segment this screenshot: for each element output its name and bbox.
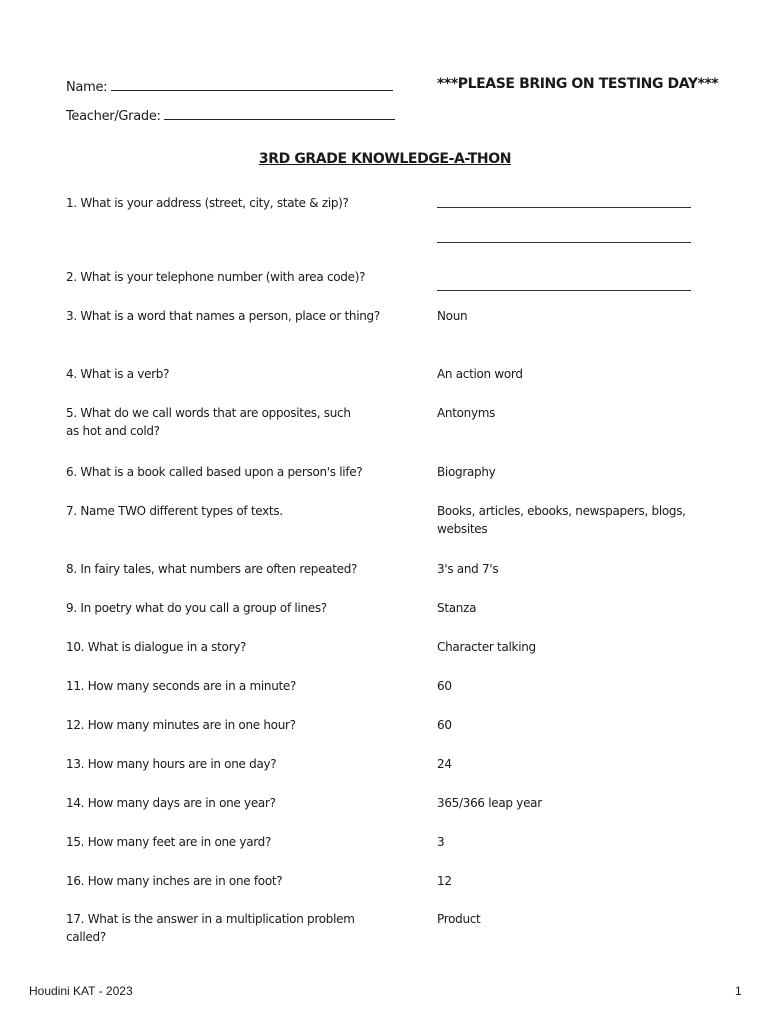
question-4: 4. What is a verb? — [66, 367, 170, 381]
answer-line-telephone[interactable] — [437, 290, 691, 291]
answer-6: Biography — [437, 465, 496, 479]
question-6: 6. What is a book called based upon a person's life? — [66, 465, 363, 479]
answer-4: An action word — [437, 367, 523, 381]
answer-3: Noun — [437, 309, 468, 323]
question-2: 2. What is your telephone number (with area code)? — [66, 270, 366, 284]
question-17: 17. What is the answer in a multiplication problem called? — [66, 912, 355, 944]
teacher-grade-label: Teacher/Grade: — [66, 109, 161, 124]
answer-9: Stanza — [437, 601, 477, 615]
answer-15: 3 — [437, 835, 445, 849]
answer-5: Antonyms — [437, 406, 496, 420]
teacher-grade-field — [66, 107, 395, 124]
footer-label: Houdini KAT - 2023 — [29, 984, 133, 998]
question-8: 8. In fairy tales, what numbers are often repeated? — [66, 562, 358, 576]
answer-line-address-2[interactable] — [437, 242, 691, 243]
question-1: 1. What is your address (street, city, state & zip)? — [66, 196, 349, 210]
page-title: 3RD GRADE KNOWLEDGE-A-THON — [258, 151, 512, 167]
answer-16: 12 — [437, 874, 452, 888]
question-7: 7. Name TWO different types of texts. — [66, 504, 283, 518]
answer-11: 60 — [437, 679, 452, 693]
teacher-grade-line[interactable] — [164, 107, 395, 120]
question-9: 9. In poetry what do you call a group of lines? — [66, 601, 327, 615]
answer-17: Product — [437, 912, 481, 926]
answer-12: 60 — [437, 718, 452, 732]
question-3: 3. What is a word that names a person, place or thing? — [66, 309, 380, 323]
question-16: 16. How many inches are in one foot? — [66, 874, 283, 888]
name-field — [66, 78, 393, 95]
testing-day-notice: ***PLEASE BRING ON TESTING DAY*** — [437, 76, 719, 92]
question-12: 12. How many minutes are in one hour? — [66, 718, 296, 732]
answer-8: 3's and 7's — [437, 562, 499, 576]
question-10: 10. What is dialogue in a story? — [66, 640, 247, 654]
question-13: 13. How many hours are in one day? — [66, 757, 277, 771]
name-label: Name: — [66, 80, 108, 95]
answer-line-address-1[interactable] — [437, 207, 691, 208]
answer-10: Character talking — [437, 640, 536, 654]
question-14: 14. How many days are in one year? — [66, 796, 276, 810]
question-11: 11. How many seconds are in a minute? — [66, 679, 297, 693]
question-15: 15. How many feet are in one yard? — [66, 835, 272, 849]
page-number: 1 — [735, 984, 742, 998]
name-line[interactable] — [111, 78, 393, 91]
answer-14: 365/366 leap year — [437, 796, 542, 810]
answer-13: 24 — [437, 757, 452, 771]
question-5: 5. What do we call words that are opposites, such as hot and cold? — [66, 406, 351, 438]
answer-7: Books, articles, ebooks, newspapers, blogs, websites — [437, 504, 686, 536]
